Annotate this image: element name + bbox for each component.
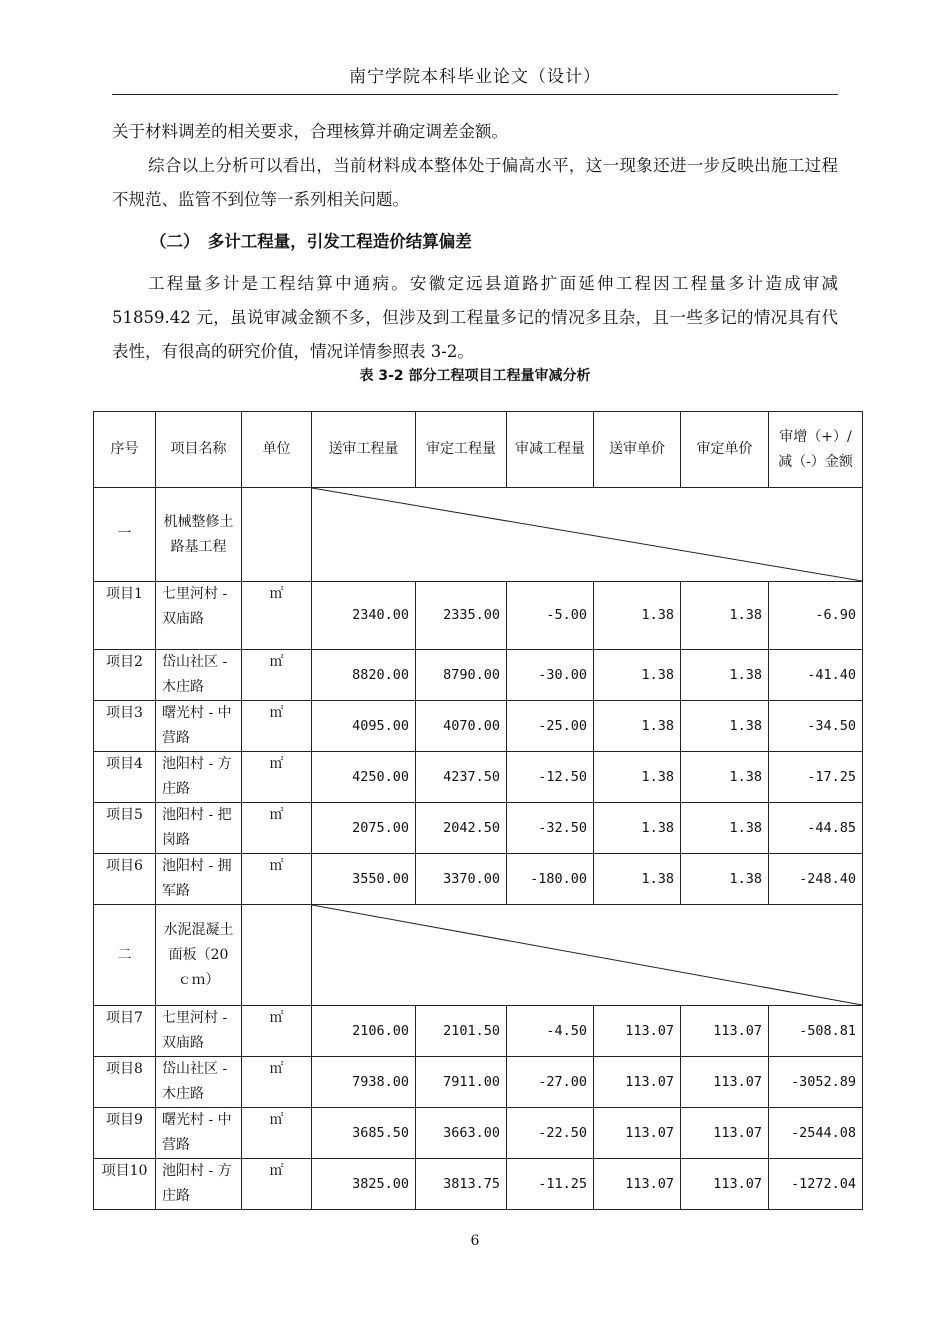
submitted-price-cell: 1.38	[594, 650, 681, 701]
amount-cell: -41.40	[769, 650, 863, 701]
submitted-qty-cell: 2075.00	[312, 803, 416, 854]
diagonal-line	[312, 488, 862, 581]
row-name-cell: 池阳村 - 方庄路	[156, 752, 242, 803]
submitted-qty-cell: 4250.00	[312, 752, 416, 803]
col-header-submitted-qty: 送审工程量	[312, 412, 416, 488]
table-row	[94, 701, 863, 752]
submitted-price-cell: 1.38	[594, 582, 681, 650]
submitted-price-cell: 1.38	[594, 752, 681, 803]
table-row	[94, 803, 863, 854]
paragraph-2: 综合以上分析可以看出，当前材料成本整体处于偏高水平，这一现象还进一步反映出施工过程不规范、监管不到位等一系列相关问题。	[112, 156, 838, 209]
row-unit-cell: ㎡	[242, 1006, 312, 1057]
row-seq-cell: 项目3	[94, 701, 156, 752]
group-name-cell: 机械整修土路基工程	[156, 488, 242, 582]
group-seq-cell: 一	[94, 488, 156, 582]
submitted-qty-cell: 2106.00	[312, 1006, 416, 1057]
row-name-cell: 池阳村 - 方庄路	[156, 1159, 242, 1210]
diagonal-empty-cell	[312, 905, 863, 1006]
reduced-qty-cell: -27.00	[507, 1057, 594, 1108]
col-header-amount: 审增（+）/减（-）金额	[769, 412, 863, 488]
approved-price-cell: 113.07	[681, 1159, 769, 1210]
table-header-row	[94, 412, 863, 488]
approved-qty-cell: 4237.50	[416, 752, 507, 803]
table-row	[94, 1006, 863, 1057]
table-row	[94, 752, 863, 803]
row-seq-cell: 项目6	[94, 854, 156, 905]
reduced-qty-cell: -11.25	[507, 1159, 594, 1210]
col-header-approved-price: 审定单价	[681, 412, 769, 488]
col-header-name: 项目名称	[156, 412, 242, 488]
approved-price-cell: 113.07	[681, 1108, 769, 1159]
table-row	[94, 1057, 863, 1108]
row-name-cell: 岱山社区 - 木庄路	[156, 1057, 242, 1108]
page-number: 6	[470, 1233, 480, 1249]
reduced-qty-cell: -25.00	[507, 701, 594, 752]
submitted-qty-cell: 8820.00	[312, 650, 416, 701]
page-header-title: 南宁学院本科毕业论文（设计）	[349, 67, 601, 87]
table-row	[94, 582, 863, 650]
group-name-cell: 水泥混凝土面板（20ｃｍ）	[156, 905, 242, 1006]
col-header-unit: 单位	[242, 412, 312, 488]
group-unit-cell	[242, 488, 312, 582]
reduced-qty-cell: -4.50	[507, 1006, 594, 1057]
submitted-price-cell: 1.38	[594, 803, 681, 854]
row-unit-cell: ㎡	[242, 1159, 312, 1210]
quantity-reduction-table	[93, 411, 863, 1210]
submitted-price-cell: 1.38	[594, 701, 681, 752]
row-name-cell: 岱山社区 - 木庄路	[156, 650, 242, 701]
row-name-cell: 曙光村 - 中营路	[156, 1108, 242, 1159]
approved-price-cell: 1.38	[681, 582, 769, 650]
row-unit-cell: ㎡	[242, 650, 312, 701]
amount-cell: -6.90	[769, 582, 863, 650]
approved-qty-cell: 3813.75	[416, 1159, 507, 1210]
row-unit-cell: ㎡	[242, 803, 312, 854]
row-unit-cell: ㎡	[242, 582, 312, 650]
submitted-qty-cell: 4095.00	[312, 701, 416, 752]
row-seq-cell: 项目1	[94, 582, 156, 650]
row-unit-cell: ㎡	[242, 854, 312, 905]
approved-qty-cell: 2042.50	[416, 803, 507, 854]
row-seq-cell: 项目7	[94, 1006, 156, 1057]
table-group-row	[94, 905, 863, 1006]
amount-cell: -2544.08	[769, 1108, 863, 1159]
reduced-qty-cell: -5.00	[507, 582, 594, 650]
submitted-price-cell: 113.07	[594, 1006, 681, 1057]
submitted-qty-cell: 3550.00	[312, 854, 416, 905]
row-name-cell: 曙光村 - 中营路	[156, 701, 242, 752]
reduced-qty-cell: -12.50	[507, 752, 594, 803]
approved-qty-cell: 4070.00	[416, 701, 507, 752]
amount-cell: -1272.04	[769, 1159, 863, 1210]
table-row	[94, 1108, 863, 1159]
submitted-qty-cell: 3825.00	[312, 1159, 416, 1210]
amount-cell: -3052.89	[769, 1057, 863, 1108]
table-caption: 表 3-2 部分工程项目工程量审减分析	[359, 368, 591, 384]
reduced-qty-cell: -180.00	[507, 854, 594, 905]
approved-qty-cell: 3370.00	[416, 854, 507, 905]
paragraph-3: 工程量多计是工程结算中通病。安徽定远县道路扩面延伸工程因工程量多计造成审减 51859.42 元，虽说审减金额不多，但涉及到工程量多记的情况多且杂，且一些多记的情况具有代表性，有很高的研究价值，情况详情参照表 3-2。	[112, 274, 838, 361]
col-header-reduced-qty: 审减工程量	[507, 412, 594, 488]
reduced-qty-cell: -22.50	[507, 1108, 594, 1159]
amount-cell: -248.40	[769, 854, 863, 905]
table-row	[94, 650, 863, 701]
approved-price-cell: 1.38	[681, 701, 769, 752]
approved-qty-cell: 2101.50	[416, 1006, 507, 1057]
row-unit-cell: ㎡	[242, 1057, 312, 1108]
group-seq-cell: 二	[94, 905, 156, 1006]
col-header-approved-qty: 审定工程量	[416, 412, 507, 488]
paragraph-1: 关于材料调差的相关要求，合理核算并确定调差金额。	[112, 122, 508, 141]
row-seq-cell: 项目4	[94, 752, 156, 803]
submitted-qty-cell: 7938.00	[312, 1057, 416, 1108]
row-name-cell: 七里河村 - 双庙路	[156, 582, 242, 650]
row-unit-cell: ㎡	[242, 752, 312, 803]
amount-cell: -34.50	[769, 701, 863, 752]
row-seq-cell: 项目5	[94, 803, 156, 854]
amount-cell: -508.81	[769, 1006, 863, 1057]
group-unit-cell	[242, 905, 312, 1006]
approved-price-cell: 1.38	[681, 650, 769, 701]
submitted-price-cell: 1.38	[594, 854, 681, 905]
row-name-cell: 池阳村 - 把岗路	[156, 803, 242, 854]
submitted-price-cell: 113.07	[594, 1108, 681, 1159]
diagonal-empty-cell	[312, 488, 863, 582]
row-seq-cell: 项目8	[94, 1057, 156, 1108]
row-unit-cell: ㎡	[242, 701, 312, 752]
approved-qty-cell: 7911.00	[416, 1057, 507, 1108]
approved-price-cell: 1.38	[681, 752, 769, 803]
table-row	[94, 854, 863, 905]
approved-price-cell: 113.07	[681, 1006, 769, 1057]
reduced-qty-cell: -30.00	[507, 650, 594, 701]
section-heading: （二） 多计工程量，引发工程造价结算偏差	[150, 232, 472, 251]
approved-price-cell: 1.38	[681, 854, 769, 905]
header-rule	[112, 94, 838, 95]
submitted-qty-cell: 3685.50	[312, 1108, 416, 1159]
submitted-qty-cell: 2340.00	[312, 582, 416, 650]
reduced-qty-cell: -32.50	[507, 803, 594, 854]
col-header-seq: 序号	[94, 412, 156, 488]
approved-qty-cell: 3663.00	[416, 1108, 507, 1159]
submitted-price-cell: 113.07	[594, 1057, 681, 1108]
approved-qty-cell: 2335.00	[416, 582, 507, 650]
col-header-submitted-price: 送审单价	[594, 412, 681, 488]
row-unit-cell: ㎡	[242, 1108, 312, 1159]
row-name-cell: 七里河村 - 双庙路	[156, 1006, 242, 1057]
submitted-price-cell: 113.07	[594, 1159, 681, 1210]
table-row	[94, 1159, 863, 1210]
amount-cell: -17.25	[769, 752, 863, 803]
row-seq-cell: 项目2	[94, 650, 156, 701]
table-group-row	[94, 488, 863, 582]
approved-price-cell: 113.07	[681, 1057, 769, 1108]
row-seq-cell: 项目10	[94, 1159, 156, 1210]
diagonal-line	[312, 905, 862, 1005]
row-seq-cell: 项目9	[94, 1108, 156, 1159]
row-name-cell: 池阳村 - 拥军路	[156, 854, 242, 905]
amount-cell: -44.85	[769, 803, 863, 854]
approved-price-cell: 1.38	[681, 803, 769, 854]
approved-qty-cell: 8790.00	[416, 650, 507, 701]
